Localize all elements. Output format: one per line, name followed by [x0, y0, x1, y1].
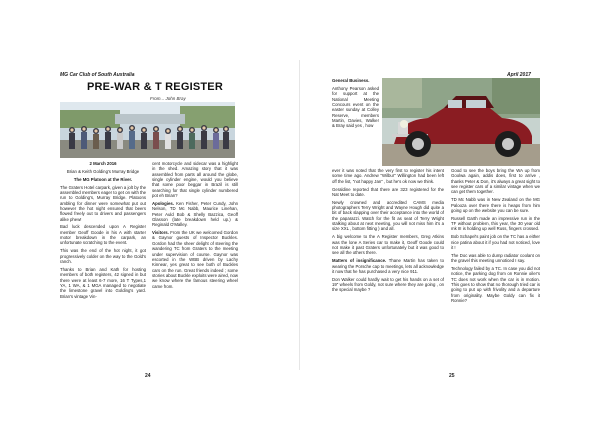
right-col2-paragraph: Russell Garth made an impressive run in the TF without problem, this year, the 30 year old mk III is holding up well Russ, fingers crossed.: [451, 215, 540, 232]
left-col2-subheading: Apologies.: [152, 200, 174, 206]
left-col1-paragraph: Bad luck descended upon A Register member Geoff Goode in his A with starter motor breakdown in the carpark, an unfortunate scratching to the event.: [60, 224, 146, 246]
page-gutter: [299, 60, 300, 370]
right-col2-paragraph: Bob Schapel's paint job on the TC has a either nice patina about it if you had not noticed, love it !: [451, 234, 540, 250]
right-column-2: [451, 168, 540, 306]
left-column-2: [152, 161, 238, 291]
right-column-1-wide: [332, 168, 444, 295]
right-col1b-paragraph: Newly crowned and accredited CAMS media photographers Terry Wright and Wayne Hough did quite a bit of back slapping over their acceptance into the world of the paparazzi. Watch for the fit as seat of Terry Wright stalking about at next meeting, you will not miss him it's a size XXL , bottom fitting ) and all.: [332, 199, 444, 232]
club-header: MG Car Club of South Australia: [60, 72, 135, 78]
left-col1-paragraph: The Graters Hotel carpark, given a jolt by the assembled members eager to get on with the run to Golding's, Murray Bridge. Platoons ambling for dinner were somewhat put out however the hot night ensured that beers flowed freely out to drivers and passengers alike phew!: [60, 184, 146, 222]
left-col1-paragraph: 2 March 2016: [89, 161, 117, 166]
left-col1-paragraph: Brian & Keith Golding's Murray Bridge: [66, 168, 140, 174]
right-col2-paragraph: The Doc was able to dump radiator coolant on the gravel this meeting unnoticed I say.: [451, 252, 540, 264]
left-col2-paragraph: Visitors. From the UK we welcomed Gordon & Gaynor guests of Inspector Buckles. Gordon had the sheer delight of steering the wandering TC from Graters to the meeting under supervision of course. Gaynor was escorted in the WBB driven by Lachy Kinnear, yes great to see both of Buckles cars on the run. Great friends indeed ; some stories about Buckle exploits were aired, now we know where the famous steering wheel came from.: [152, 230, 238, 289]
left-col2-subheading: Visitors.: [152, 230, 169, 236]
right-col1-paragraph: General Business.: [332, 78, 370, 83]
left-col1-paragraph: Thanks to Brian and Kath for hosting members of both registers, 42 signed in but there were at least 6-7 more, 16 T Types,1 YA, 1 WA, & 1 MGA managed to negotiate the limestone gravel into Golding's yard. Brian's vintage Vin-: [60, 266, 146, 299]
right-col1b-paragraph: Matters of insignificance. Thane Martin has taken to wearing the Porsche cap to meetings, lets all acknowledge it now that he has purchased a very nice 911.: [332, 258, 444, 274]
page-number-left: 24: [145, 373, 151, 379]
group-photo: [60, 102, 235, 158]
right-column-1-narrow: [332, 78, 379, 131]
right-col1b-paragraph: Geraldine reported that there are 323 registered for the Nat Meet to date.: [332, 186, 444, 197]
car-photo: [382, 78, 540, 166]
right-col1b-subheading: Matters of insignificance.: [332, 258, 387, 264]
left-col2-paragraph: cent motorcycle and sidecar was a highlight in the shed. Amazing story that it was assembled from parts all around the globe, single cylinder engine, would you believe that some poor beggar in Brazil is still searching for that single cylinder numbered pot eh Brian?: [152, 161, 238, 199]
right-col1-paragraph: Anthony Pearson asked for support at the National Meeting Concours event on the easter sunday at Colley Reserve, members Martin, Davies, Walker & Bray said yes , how: [332, 85, 379, 129]
issue-date: April 2017: [507, 72, 531, 78]
left-col1-paragraph: This was the end of the hot night, it got progressively colder on the way to the Gold's ranch.: [60, 248, 146, 264]
left-col1-paragraph: The MG Platoon at the River.: [73, 176, 133, 182]
group-photo-image: [60, 102, 235, 158]
right-col1b-paragraph: Don Walker could hardly wait to get his hands on a set of 19" wheels from Goldy, not sure where they are going , on the special maybe ?: [332, 276, 444, 293]
page-number-right: 25: [449, 373, 455, 379]
left-col2-paragraph: Apologies. Ken Fisher, Peter Cundy, John Nelson, TD Mc Nabb, Maurice Linehan, Peter Auld Bob & Shelly Bazzica, Geoff Glasson (late breakdown held up.) & Reginald O'Malley.: [152, 200, 238, 228]
right-col2-paragraph: Technology failed by a TC. In case you did not notice, the parking dog from on Ronnie oiler's TC does not work when the car is in motion. This goes to show that no thorough tried car is going to put up with frivolity and a departure from originality. Maybe Goldy can fix it Ronnie?: [451, 266, 540, 304]
left-column-1: [60, 161, 146, 301]
car-photo-image: [382, 78, 540, 166]
right-col1b-paragraph: A big welcome to the A Register members, Greg Atkins was the lone A Series car to make it, Geoff Goode could not make it past Graters unfortunately but it was good to see all the others there.: [332, 234, 444, 256]
right-col2-paragraph: TD Mc Nabb was in New Zealand on the MG Palooza over there there is heaps from him going up on the website you can be sure.: [451, 197, 540, 213]
article-title: PRE-WAR & T REGISTER: [86, 81, 223, 93]
right-col2-paragraph: Good to see the boys bring the WA up from Goolwa again, addis does, first to arrive , thanks Peter & Don, it's always a great sight to see register cars of a similar vintage when we can get them together.: [451, 168, 540, 195]
right-col1b-paragraph: ever it was noted that the very first to register his intent some time ago. Andrew "Wilbur" Willington had been left off the list, "not happy Jan" , but he's ok now we think.: [332, 168, 444, 184]
article-byline: From... John Bray: [150, 96, 186, 101]
